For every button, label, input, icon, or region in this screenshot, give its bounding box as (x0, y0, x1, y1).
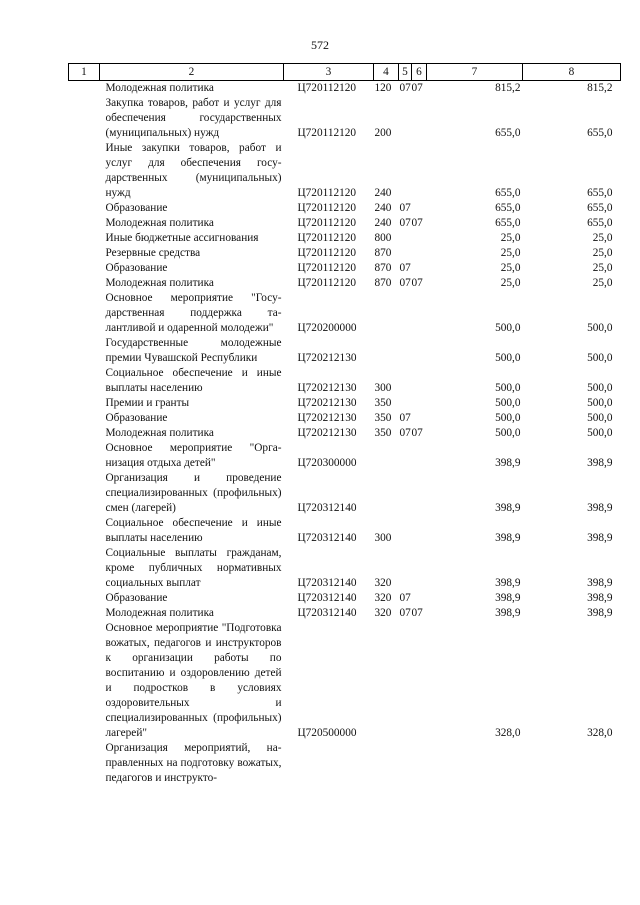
expense-type-code: 320 (374, 607, 392, 619)
target-article-code: Ц720312140 (297, 592, 357, 604)
table-row (69, 291, 621, 336)
amount-col-7 (427, 741, 523, 786)
subsection-code (412, 96, 427, 141)
cell-col-1 (69, 141, 100, 201)
header-col-1: 1 (69, 64, 100, 81)
amount-col-8: 500,0 (587, 412, 613, 424)
header-col-3: 3 (284, 64, 374, 81)
amount-col-7: 398,9 (495, 532, 521, 544)
amount-col-7: 398,9 (495, 502, 521, 514)
row-name: Основное мероприятие "Государственная поддержка талантливой и одаренной молодежи" (105, 292, 282, 334)
row-name: Организация и проведение специализированных (профильных) смен (лагерей) (105, 472, 282, 514)
amount-col-7: 815,2 (495, 82, 521, 94)
subsection-code (412, 291, 427, 336)
target-article-code: Ц720112120 (297, 127, 357, 139)
cell-col-1 (69, 441, 100, 471)
amount-col-8: 500,0 (587, 322, 613, 334)
cell-col-1 (69, 366, 100, 396)
expense-type-code (374, 336, 399, 366)
cell-col-1 (69, 216, 100, 231)
section-code (399, 141, 412, 201)
table-header-row (69, 64, 621, 81)
amount-col-8: 655,0 (587, 187, 613, 199)
subsection-code (412, 231, 427, 246)
expense-type-code: 350 (374, 427, 392, 439)
subsection-code: 07 (411, 82, 423, 94)
table-row (69, 141, 621, 201)
header-col-5: 5 (399, 64, 412, 81)
subsection-code (412, 621, 427, 741)
cell-col-1 (69, 336, 100, 366)
amount-col-8: 25,0 (592, 247, 613, 259)
section-code: 07 (399, 202, 411, 214)
table-header (69, 64, 621, 81)
amount-col-8: 655,0 (587, 217, 613, 229)
section-code (399, 366, 412, 396)
amount-col-7: 655,0 (495, 187, 521, 199)
target-article-code: Ц720312140 (297, 532, 357, 544)
header-col-4: 4 (374, 64, 399, 81)
amount-col-7: 500,0 (495, 412, 521, 424)
section-code (399, 546, 412, 591)
expense-type-code (374, 621, 399, 741)
cell-col-1 (69, 201, 100, 216)
cell-col-1 (69, 606, 100, 621)
table-row (69, 621, 621, 741)
table-row (69, 276, 621, 291)
row-name: Молодежная политика (105, 277, 214, 289)
header-col-7: 7 (427, 64, 523, 81)
subsection-code: 07 (411, 217, 423, 229)
table-row (69, 96, 621, 141)
expense-type-code: 350 (374, 397, 392, 409)
table-row (69, 516, 621, 546)
subsection-code (412, 471, 427, 516)
cell-col-1 (69, 396, 100, 411)
expense-type-code: 350 (374, 412, 392, 424)
target-article-code: Ц720212130 (297, 427, 357, 439)
target-article-code: Ц720312140 (297, 607, 357, 619)
header-col-8: 8 (523, 64, 621, 81)
subsection-code: 07 (411, 277, 423, 289)
target-article-code: Ц720112120 (297, 262, 357, 274)
cell-col-1 (69, 261, 100, 276)
target-article-code: Ц720212130 (297, 352, 357, 364)
expense-type-code: 300 (374, 532, 392, 544)
amount-col-8: 500,0 (587, 352, 613, 364)
subsection-code (412, 366, 427, 396)
section-code: 07 (399, 82, 411, 94)
target-article-code: Ц720500000 (297, 727, 357, 739)
section-code: 07 (399, 412, 411, 424)
cell-col-1 (69, 246, 100, 261)
table-row (69, 366, 621, 396)
header-col-6: 6 (412, 64, 427, 81)
target-article-code: Ц720312140 (297, 502, 357, 514)
cell-col-1 (69, 516, 100, 546)
amount-col-7: 398,9 (495, 592, 521, 604)
subsection-code (412, 396, 427, 411)
subsection-code (412, 516, 427, 546)
section-code (399, 741, 412, 786)
amount-col-8: 25,0 (592, 262, 613, 274)
row-name: Социальное обеспечение и иные выплаты населению (105, 517, 282, 544)
expense-type-code: 200 (374, 127, 392, 139)
target-article-code: Ц720112120 (297, 232, 357, 244)
amount-col-7: 655,0 (495, 202, 521, 214)
amount-col-7: 655,0 (495, 217, 521, 229)
section-code (399, 396, 412, 411)
page-number: 572 (311, 38, 329, 52)
table-row (69, 201, 621, 216)
expense-type-code: 240 (374, 217, 392, 229)
amount-col-8: 25,0 (592, 232, 613, 244)
cell-col-1 (69, 741, 100, 786)
table-row (69, 246, 621, 261)
expense-type-code: 870 (374, 262, 392, 274)
row-name: Премии и гранты (105, 397, 190, 409)
amount-col-8: 500,0 (587, 397, 613, 409)
row-name: Основное мероприятие "Организация отдыха детей" (105, 442, 282, 469)
amount-col-8: 655,0 (587, 202, 613, 214)
section-code (399, 516, 412, 546)
subsection-code: 07 (411, 607, 423, 619)
target-article-code (284, 741, 374, 786)
section-code (399, 231, 412, 246)
amount-col-8: 398,9 (587, 502, 613, 514)
amount-col-8: 500,0 (587, 382, 613, 394)
expense-type-code: 120 (374, 82, 392, 94)
row-name: Государственные молодежные премии Чувашской Республики (105, 337, 282, 364)
subsection-code (412, 336, 427, 366)
table-row (69, 231, 621, 246)
table-row (69, 336, 621, 366)
row-name: Молодежная политика (105, 607, 214, 619)
amount-col-7: 500,0 (495, 397, 521, 409)
table-row (69, 606, 621, 621)
amount-col-7: 25,0 (500, 262, 521, 274)
amount-col-7: 25,0 (500, 277, 521, 289)
expense-type-code (374, 471, 399, 516)
subsection-code (412, 201, 427, 216)
target-article-code: Ц720112120 (297, 187, 357, 199)
table-body (69, 81, 621, 787)
subsection-code (412, 141, 427, 201)
amount-col-8: 398,9 (587, 577, 613, 589)
amount-col-7: 398,9 (495, 577, 521, 589)
expense-type-code: 870 (374, 247, 392, 259)
target-article-code: Ц720312140 (297, 577, 357, 589)
target-article-code: Ц720212130 (297, 382, 357, 394)
table-row (69, 471, 621, 516)
amount-col-7: 500,0 (495, 427, 521, 439)
expense-type-code: 800 (374, 232, 392, 244)
expense-type-code: 240 (374, 202, 392, 214)
subsection-code (412, 246, 427, 261)
subsection-code (412, 261, 427, 276)
row-name: Закупка товаров, работ и услуг для обеспечения государственных (муниципальных) нужд (105, 97, 282, 139)
section-code (399, 291, 412, 336)
cell-col-1 (69, 411, 100, 426)
subsection-code (412, 411, 427, 426)
row-name: Молодежная политика (105, 217, 214, 229)
target-article-code: Ц720112120 (297, 277, 357, 289)
target-article-code: Ц720300000 (297, 457, 357, 469)
section-code (399, 441, 412, 471)
table-row (69, 546, 621, 591)
expense-type-code: 870 (374, 277, 392, 289)
table-row (69, 216, 621, 231)
amount-col-8: 815,2 (587, 82, 613, 94)
section-code (399, 246, 412, 261)
header-col-2: 2 (100, 64, 284, 81)
table-row (69, 81, 621, 97)
amount-col-7: 500,0 (495, 382, 521, 394)
table-row (69, 261, 621, 276)
amount-col-7: 25,0 (500, 232, 521, 244)
table-row (69, 396, 621, 411)
row-name: Образование (105, 202, 168, 214)
cell-col-1 (69, 291, 100, 336)
cell-col-1 (69, 276, 100, 291)
table-row (69, 426, 621, 441)
amount-col-8: 655,0 (587, 127, 613, 139)
target-article-code: Ц720112120 (297, 217, 357, 229)
cell-col-1 (69, 591, 100, 606)
amount-col-8: 398,9 (587, 592, 613, 604)
amount-col-7: 655,0 (495, 127, 521, 139)
target-article-code: Ц720200000 (297, 322, 357, 334)
row-name: Образование (105, 592, 168, 604)
section-code (399, 96, 412, 141)
amount-col-7: 328,0 (495, 727, 521, 739)
section-code: 07 (399, 427, 411, 439)
target-article-code: Ц720112120 (297, 82, 357, 94)
target-article-code: Ц720112120 (297, 202, 357, 214)
amount-col-7: 500,0 (495, 352, 521, 364)
expense-type-code (374, 291, 399, 336)
table-row (69, 591, 621, 606)
table-row (69, 741, 621, 786)
cell-col-1 (69, 96, 100, 141)
amount-col-8: 398,9 (587, 532, 613, 544)
amount-col-8: 500,0 (587, 427, 613, 439)
amount-col-8: 398,9 (587, 457, 613, 469)
amount-col-7: 398,9 (495, 607, 521, 619)
section-code: 07 (399, 607, 411, 619)
section-code: 07 (399, 592, 411, 604)
row-name: Образование (105, 262, 168, 274)
expense-type-code: 240 (374, 187, 392, 199)
row-name: Молодежная политика (105, 82, 214, 94)
row-name: Резервные средства (105, 247, 201, 259)
cell-col-1 (69, 81, 100, 97)
budget-table (68, 63, 621, 786)
row-name: Организация мероприятий, направленных на подготовку вожатых, педагогов и инструкто- (105, 742, 282, 784)
amount-col-7: 398,9 (495, 457, 521, 469)
section-code (399, 336, 412, 366)
target-article-code: Ц720212130 (297, 397, 357, 409)
target-article-code: Ц720112120 (297, 247, 357, 259)
row-name: Социальные выплаты гражданам, кроме публичных нормативных социальных выплат (105, 547, 282, 589)
amount-col-8 (523, 741, 621, 786)
expense-type-code: 300 (374, 382, 392, 394)
section-code: 07 (399, 277, 411, 289)
row-name: Образование (105, 412, 168, 424)
row-name: Основное мероприятие "Подготовка вожатых, педагогов и инструкторов к организации работы по воспитанию и оздоровлению детей и подростков в условиях оздоровительных и специализированных (профильных) лагерей" (105, 622, 282, 739)
row-name: Иные закупки товаров, работ и услуг для обеспечения государственных (муниципальных) нужд (105, 142, 282, 199)
amount-col-8: 398,9 (587, 607, 613, 619)
cell-col-1 (69, 426, 100, 441)
cell-col-1 (69, 621, 100, 741)
expense-type-code: 320 (374, 592, 392, 604)
subsection-code (412, 546, 427, 591)
subsection-code (412, 591, 427, 606)
subsection-code (412, 441, 427, 471)
section-code (399, 621, 412, 741)
amount-col-8: 328,0 (587, 727, 613, 739)
table-row (69, 441, 621, 471)
target-article-code: Ц720212130 (297, 412, 357, 424)
expense-type-code (374, 441, 399, 471)
expense-type-code: 320 (374, 577, 392, 589)
cell-col-1 (69, 231, 100, 246)
row-name: Иные бюджетные ассигнования (105, 232, 259, 244)
subsection-code: 07 (411, 427, 423, 439)
section-code: 07 (399, 262, 411, 274)
section-code: 07 (399, 217, 411, 229)
table-row (69, 411, 621, 426)
amount-col-7: 500,0 (495, 322, 521, 334)
amount-col-8: 25,0 (592, 277, 613, 289)
row-name: Социальное обеспечение и иные выплаты населению (105, 367, 282, 394)
subsection-code (412, 741, 427, 786)
row-name: Молодежная политика (105, 427, 214, 439)
expense-type-code (374, 741, 399, 786)
cell-col-1 (69, 471, 100, 516)
section-code (399, 471, 412, 516)
amount-col-7: 25,0 (500, 247, 521, 259)
cell-col-1 (69, 546, 100, 591)
